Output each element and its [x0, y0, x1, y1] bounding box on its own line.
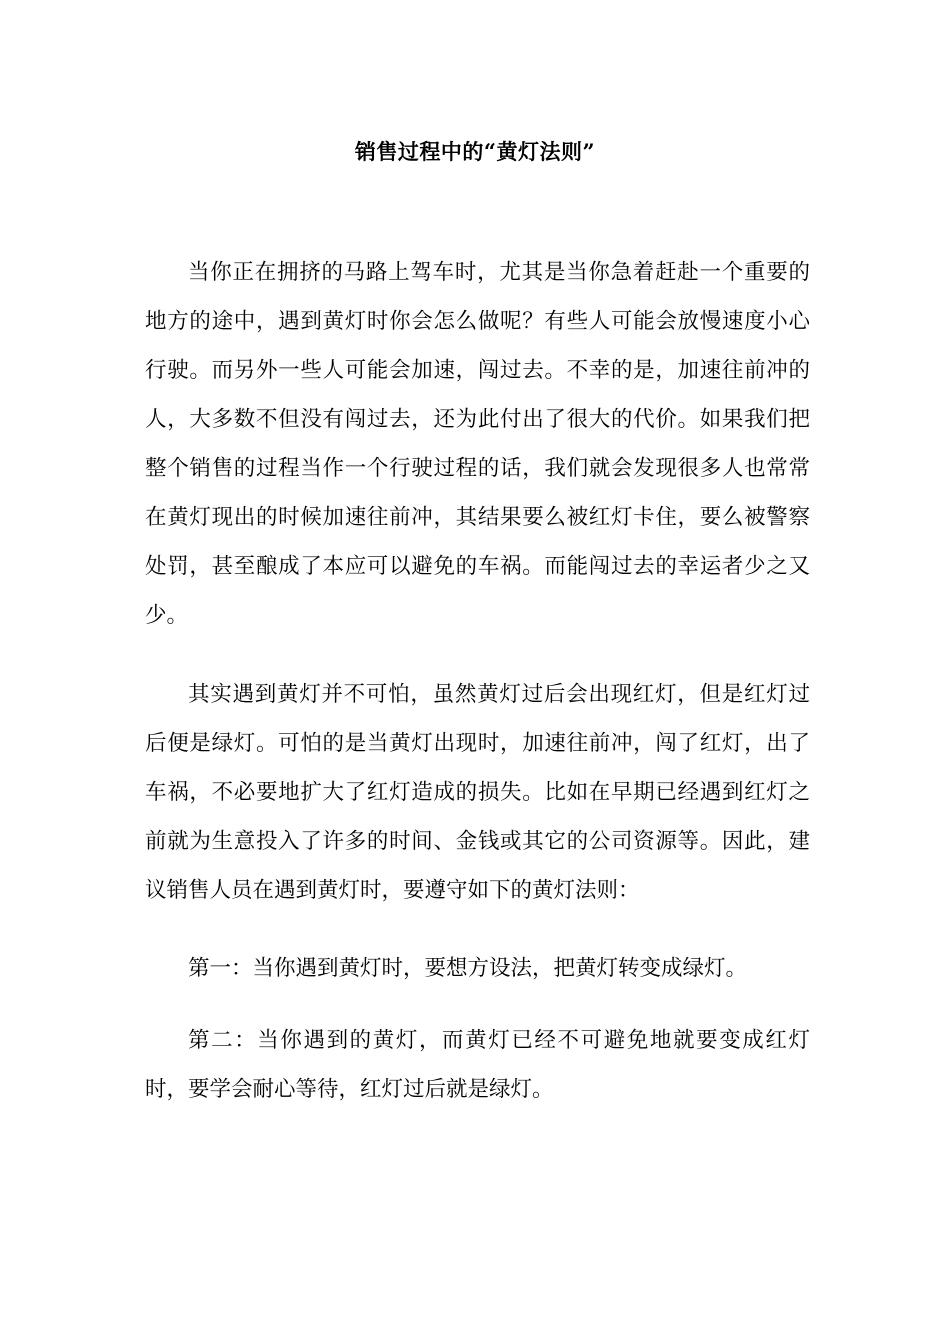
paragraph: 第一：当你遇到黄灯时，要想方设法，把黄灯转变成绿灯。	[188, 956, 748, 981]
document-title: 销售过程中的“黄灯法则”	[354, 139, 596, 164]
paragraph-2-block	[145, 670, 810, 915]
paragraph: 第二：当你遇到的黄灯，而黄灯已经不可避免地就要变成红灯时，要学会耐心等待，红灯过后就是绿灯。	[145, 1028, 810, 1102]
paragraph-3-block	[145, 944, 810, 993]
paragraph: 当你正在拥挤的马路上驾车时，尤其是当你急着赶赴一个重要的地方的途中，遇到黄灯时你会怎么做呢？有些人可能会放慢速度小心行驶。而另外一些人可能会加速，闯过去。不幸的是，加速往前冲的人，大多数不但没有闯过去，还为此付出了很大的代价。如果我们把整个销售的过程当作一个行驶过程的话，我们就会发现很多人也常常在黄灯现出的时候加速往前冲，其结果要么被红灯卡住，要么被警察处罚，甚至酿成了本应可以避免的车祸。而能闯过去的幸运者少之又少。	[145, 260, 810, 628]
paragraph: 其实遇到黄灯并不可怕，虽然黄灯过后会出现红灯，但是红灯过后便是绿灯。可怕的是当黄灯出现时，加速往前冲，闯了红灯，出了车祸，不必要地扩大了红灯造成的损失。比如在早期已经遇到红灯之前就为生意投入了许多的时间、金钱或其它的公司资源等。因此，建议销售人员在遇到黄灯时，要遵守如下的黄灯法则：	[145, 682, 810, 903]
paragraph-1-block	[145, 248, 810, 640]
paragraph-4-block	[145, 1016, 810, 1114]
